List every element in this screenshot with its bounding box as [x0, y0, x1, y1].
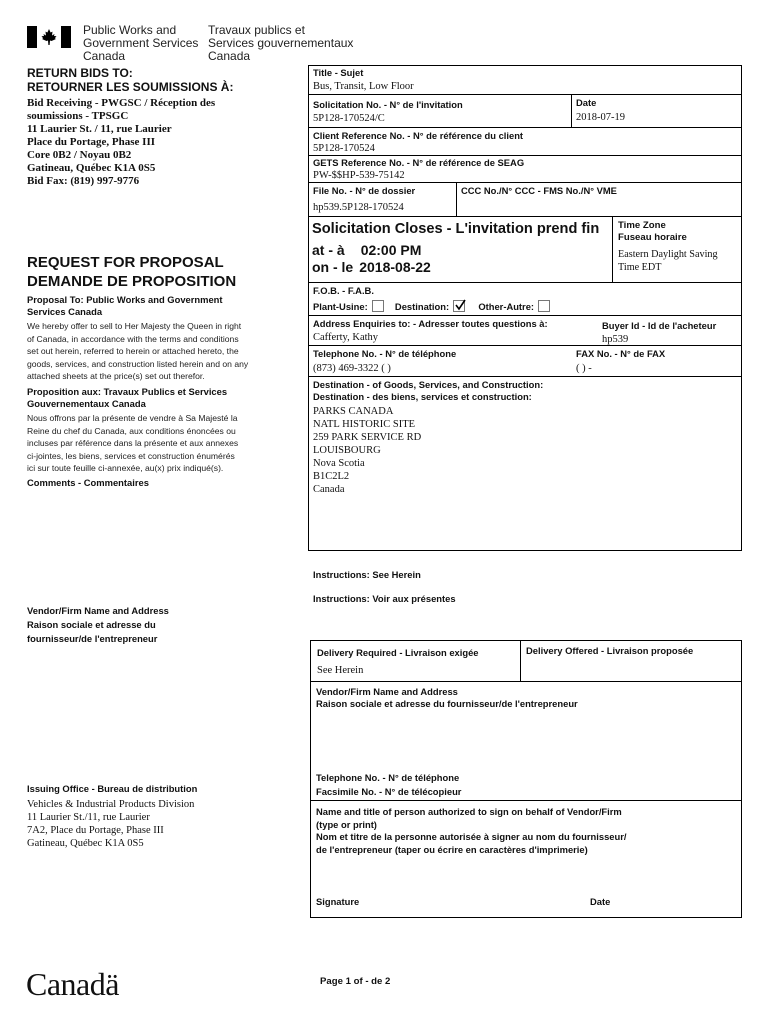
vendor-facsimile-field[interactable]: Facsimile No. - N° de télécopieur: [316, 786, 462, 797]
signature-date-field[interactable]: Date: [590, 896, 611, 907]
closing-date: on - le 2018-08-22: [312, 259, 431, 275]
date-label: Date: [576, 97, 597, 108]
vendor-name-address-label: Vendor/Firm Name and Address Raison sociale et adresse du fournisseur/de l'entrepreneur: [27, 605, 169, 644]
title-label: Title - Sujet: [313, 67, 364, 78]
date-value: 2018-07-19: [576, 112, 625, 123]
request-title: REQUEST FOR PROPOSAL DEMANDE DE PROPOSITION: [27, 254, 237, 290]
fob-label: F.O.B. - F.A.B.: [313, 285, 374, 296]
fax-label: FAX No. - N° de FAX: [576, 348, 666, 359]
other-checkbox[interactable]: [538, 300, 550, 312]
closing-time: at - à 02:00 PM: [312, 242, 422, 258]
solicitation-number-value: 5P128-170524/C: [313, 113, 385, 124]
page-number: Page 1 of - de 2: [320, 976, 391, 987]
instructions-fr: Instructions: Voir aux présentes: [313, 593, 456, 604]
proposal-to-fr: Proposition aux: Travaux Publics et Services Gouvernementaux Canada: [27, 386, 228, 409]
solicitation-closes-title: Solicitation Closes - L'invitation prend fin: [312, 221, 600, 237]
delivery-offered-field[interactable]: Delivery Offered - Livraison proposée: [526, 645, 694, 656]
proposal-to-en: Proposal To: Public Works and Government Services Canada: [27, 294, 223, 317]
gets-reference-label: GETS Reference No. - N° de référence de SEAG: [313, 157, 525, 168]
solicitation-number-label: Solicitation No. - N° de l'invitation: [313, 99, 463, 110]
canada-wordmark-logo: Canadä: [26, 966, 119, 1002]
destination-checkbox[interactable]: [453, 300, 465, 312]
time-zone-value: Eastern Daylight Saving Time EDT: [618, 249, 718, 273]
telephone-value: (873) 469-3322 ( ): [313, 363, 391, 374]
buyer-id-label: Buyer Id - Id de l'acheteur: [602, 320, 717, 331]
destination-title: Destination - of Goods, Services, and Construction: Destination - des biens, services et construction:: [313, 379, 544, 402]
issuing-office-address: Vehicles & Industrial Products Division 11 Laurier St./11, rue Laurier 7A2, Place du Portage, Phase III Gatineau, Québec K1A 0S5: [27, 799, 195, 849]
vendor-firm-field[interactable]: Vendor/Firm Name and Address Raison sociale et adresse du fournisseur/de l'entrepreneur: [316, 686, 578, 709]
ccc-number-label: CCC No./N° CCC - FMS No./N° VME: [461, 185, 617, 196]
time-zone-label: Time Zone Fuseau horaire: [618, 220, 687, 243]
canada-flag-icon: [27, 26, 71, 48]
department-name-fr: Travaux publics et Services gouvernementaux Canada: [208, 23, 354, 63]
destination-address: PARKS CANADA NATL HISTORIC SITE 259 PARK SERVICE RD LOUISBOURG Nova Scotia B1C2L2 Canada: [313, 406, 422, 495]
enquiries-label: Address Enquiries to: - Adresser toutes questions à:: [313, 318, 548, 329]
offer-text-fr: Nous offrons par la présente de vendre à Sa Majesté la Reine du chef du Canada, aux conditions énoncées ou incluses par référence dans la présente et aux annexes ci-jointes, les biens, services et construction énumérés ici sur toute feuille ci-annexée, au(x) prix indiqué(s).: [27, 413, 239, 474]
checkmark-icon: [454, 299, 466, 311]
department-name-en: Public Works and Government Services Canada: [83, 23, 199, 63]
authorized-person-field[interactable]: Name and title of person authorized to sign on behalf of Vendor/Firm (type or print) Nom et titre de la personne autorisée à signer au nom du fournisseur/ de l'entrepreneur (taper ou écrire en caractères d'imprimerie): [316, 806, 627, 855]
client-reference-label: Client Reference No. - N° de référence du client: [313, 130, 524, 141]
enquiries-value: Cafferty, Kathy: [313, 332, 379, 343]
offer-text-en: We hereby offer to sell to Her Majesty the Queen in right of Canada, in accordance with the terms and conditions set out herein, referred to herein or attached hereto, the goods, services, and construction listed herein and on any attached sheets at the price(s) set out therefor.: [27, 321, 249, 382]
issuing-office-label: Issuing Office - Bureau de distribution: [27, 783, 198, 794]
buyer-id-value: hp539: [602, 334, 629, 345]
fax-value: ( ) -: [576, 363, 592, 374]
plant-checkbox[interactable]: [372, 300, 384, 312]
return-bids-heading: RETURN BIDS TO: RETOURNER LES SOUMISSIONS À:: [27, 66, 234, 94]
client-reference-value: 5P128-170524: [313, 143, 375, 154]
instructions-en: Instructions: See Herein: [313, 569, 421, 580]
title-value: Bus, Transit, Low Floor: [313, 81, 414, 92]
fob-options: Plant-Usine: Destination: Other-Autre:: [313, 300, 550, 313]
gets-reference-value: PW-$$HP-539-75142: [313, 170, 405, 181]
file-number-value: hp539.5P128-170524: [313, 202, 404, 213]
delivery-required-label: Delivery Required - Livraison exigée: [317, 647, 479, 658]
signature-field[interactable]: Signature: [316, 896, 360, 907]
vendor-telephone-field[interactable]: Telephone No. - N° de téléphone: [316, 772, 460, 783]
telephone-label: Telephone No. - N° de téléphone: [313, 348, 457, 359]
file-number-label: File No. - N° de dossier: [313, 185, 416, 196]
return-bids-address: Bid Receiving - PWGSC / Réception des soumissions - TPSGC 11 Laurier St. / 11, rue Laurier Place du Portage, Phase III Core 0B2 / Noyau 0B2 Gatineau, Québec K1A 0S5 Bid Fax: (819) 997-9776: [27, 97, 216, 187]
delivery-required-value: See Herein: [317, 665, 364, 676]
comments-label: Comments - Commentaires: [27, 477, 149, 488]
